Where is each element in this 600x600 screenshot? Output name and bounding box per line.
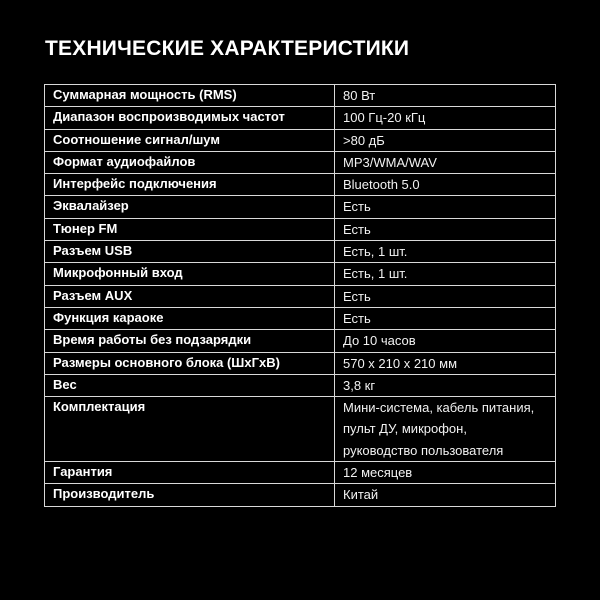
spec-value: [335, 462, 556, 484]
spec-value-line: До 10 часов: [343, 333, 416, 349]
spec-name: Вес: [45, 374, 335, 396]
spec-value: [335, 174, 556, 196]
spec-name: Размеры основного блока (ШхГхВ): [45, 352, 335, 374]
spec-row: [45, 307, 556, 329]
spec-row: [45, 484, 556, 506]
spec-value: [335, 285, 556, 307]
spec-value-line: Есть: [343, 199, 371, 215]
spec-row: [45, 285, 556, 307]
spec-row: [45, 85, 556, 107]
spec-row: [45, 241, 556, 263]
spec-value-line: Есть, 1 шт.: [343, 266, 408, 282]
spec-name: Соотношение сигнал/шум: [45, 129, 335, 151]
spec-value-line: пульт ДУ, микрофон,: [343, 421, 467, 437]
spec-name: Время работы без подзарядки: [45, 330, 335, 352]
spec-name: Тюнер FM: [45, 218, 335, 240]
spec-value: [335, 85, 556, 107]
spec-row: [45, 129, 556, 151]
spec-value: [335, 307, 556, 329]
spec-value: [335, 129, 556, 151]
spec-name: Комплектация: [45, 397, 335, 462]
spec-value: [335, 374, 556, 396]
spec-value-line: 100 Гц-20 кГц: [343, 110, 426, 126]
spec-row: [45, 352, 556, 374]
spec-row: [45, 462, 556, 484]
spec-row: [45, 397, 556, 462]
spec-row: [45, 196, 556, 218]
spec-value-line: Bluetooth 5.0: [343, 177, 420, 193]
spec-value: [335, 218, 556, 240]
spec-name: Формат аудиофайлов: [45, 151, 335, 173]
spec-name: Эквалайзер: [45, 196, 335, 218]
specs-table: [44, 84, 556, 507]
spec-value-line: 570 х 210 х 210 мм: [343, 355, 458, 371]
spec-value: [335, 196, 556, 218]
spec-value: [335, 107, 556, 129]
spec-name: Разъем AUX: [45, 285, 335, 307]
spec-name: Производитель: [45, 484, 335, 506]
spec-row: [45, 263, 556, 285]
spec-value-line: Есть, 1 шт.: [343, 244, 408, 260]
spec-row: [45, 107, 556, 129]
spec-name: Интерфейс подключения: [45, 174, 335, 196]
spec-value-line: Есть: [343, 310, 371, 326]
page-title: ТЕХНИЧЕСКИЕ ХАРАКТЕРИСТИКИ: [45, 37, 410, 60]
spec-value-line: MP3/WMA/WAV: [343, 154, 437, 170]
spec-row: [45, 151, 556, 173]
spec-name: Микрофонный вход: [45, 263, 335, 285]
spec-row: [45, 174, 556, 196]
spec-value-line: >80 дБ: [343, 132, 385, 148]
specs-table-body: [45, 85, 556, 507]
spec-row: [45, 218, 556, 240]
spec-value: [335, 330, 556, 352]
spec-value-line: Есть: [343, 221, 371, 237]
spec-row: [45, 374, 556, 396]
spec-row: [45, 330, 556, 352]
spec-value: [335, 352, 556, 374]
spec-value-line: Китай: [343, 487, 379, 503]
spec-value-line: Мини-система, кабель питания,: [343, 400, 535, 416]
spec-value-line: 80 Вт: [343, 88, 376, 103]
spec-value-line: руководство пользователя: [343, 442, 504, 458]
spec-value: [335, 484, 556, 506]
spec-value: [335, 397, 556, 462]
spec-value: [335, 263, 556, 285]
spec-value-line: 12 месяцев: [343, 465, 413, 481]
spec-name: Суммарная мощность (RMS): [45, 85, 335, 107]
spec-value-line: 3,8 кг: [343, 377, 376, 393]
spec-name: Функция караоке: [45, 307, 335, 329]
spec-value: [335, 151, 556, 173]
spec-value: [335, 241, 556, 263]
spec-name: Разъем USB: [45, 241, 335, 263]
spec-value-line: Есть: [343, 288, 371, 304]
spec-name: Диапазон воспроизводимых частот: [45, 107, 335, 129]
spec-name: Гарантия: [45, 462, 335, 484]
